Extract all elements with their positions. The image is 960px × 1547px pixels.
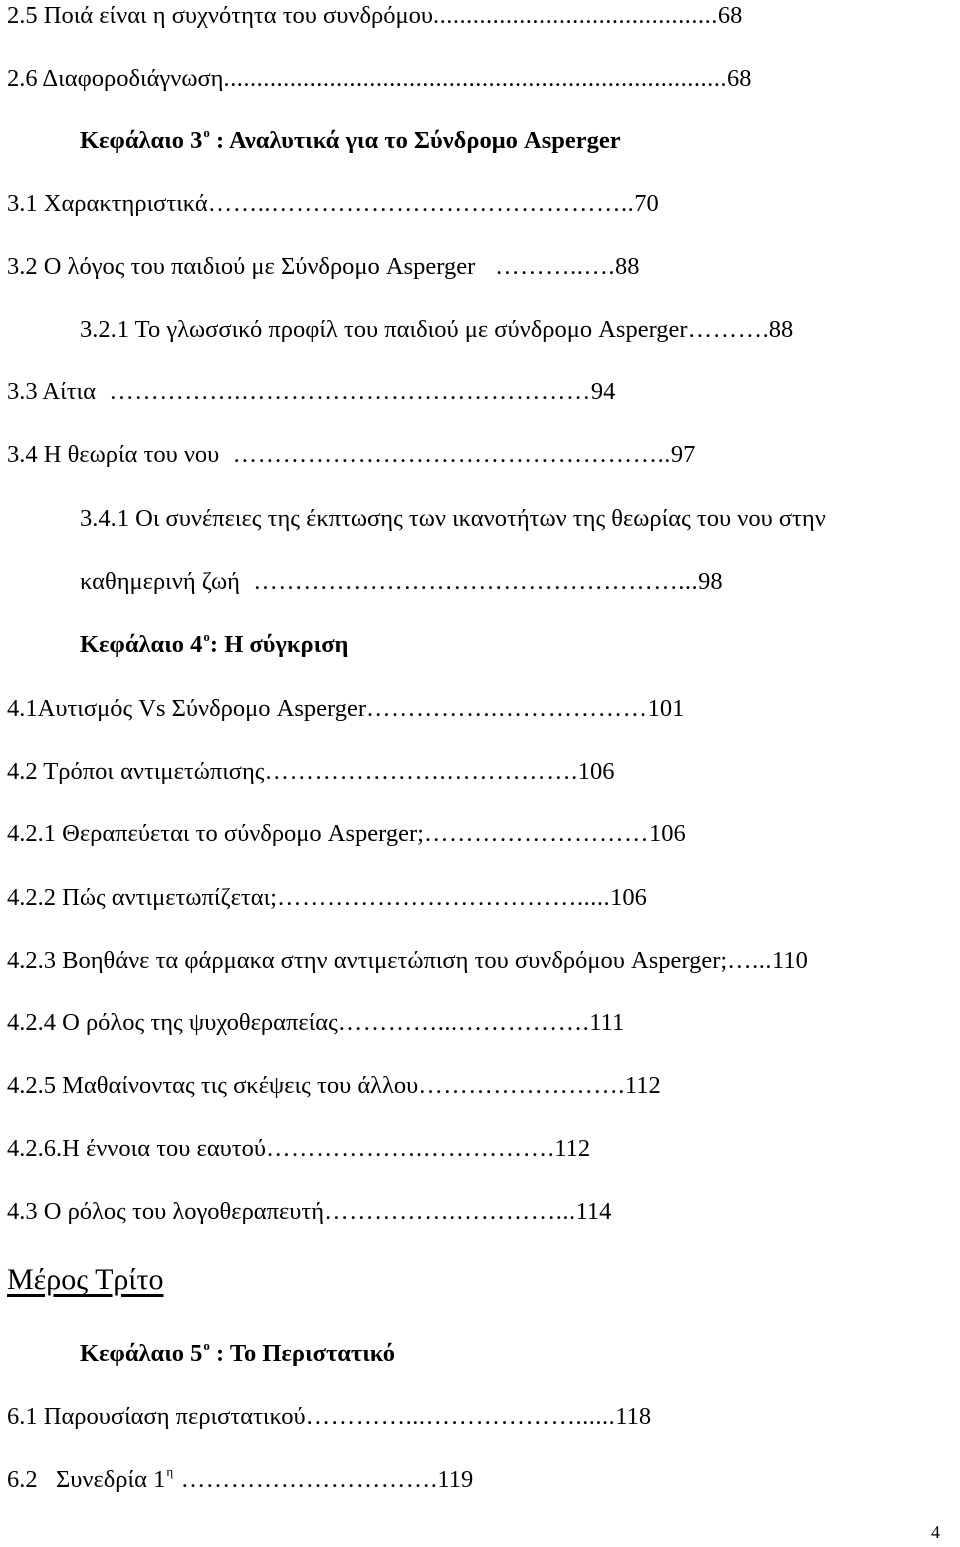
toc-entry-title: 3.4 Η θεωρία του νου bbox=[7, 441, 220, 468]
toc-entry-title: 4.3 Ο ρόλος του λογοθεραπευτή bbox=[7, 1198, 325, 1225]
chapter-heading-title: : Η σύγκριση bbox=[209, 631, 349, 658]
toc-entry-leader: …………….…………………………………… bbox=[95, 378, 591, 405]
chapter-heading bbox=[80, 126, 621, 159]
chapter-heading-sup: ο bbox=[203, 629, 210, 644]
toc-entry-page: 118 bbox=[615, 1403, 652, 1430]
toc-entry[interactable] bbox=[7, 1, 742, 31]
toc-entry-page: 101 bbox=[647, 695, 685, 722]
toc-entry-page: 114 bbox=[575, 1198, 612, 1225]
toc-entry-page: 106 bbox=[648, 820, 686, 847]
toc-entry-leader: …………………………. bbox=[174, 1466, 438, 1493]
toc-entry[interactable] bbox=[7, 1402, 651, 1432]
toc-entry-leader: …... bbox=[727, 947, 773, 974]
toc-entry[interactable] bbox=[7, 64, 751, 94]
toc-entry-title: 4.2.2 Πώς αντιμετωπίζεται; bbox=[7, 884, 277, 911]
toc-entry-page: 88 bbox=[615, 253, 640, 280]
toc-entry[interactable] bbox=[7, 757, 615, 787]
toc-entry[interactable] bbox=[7, 819, 686, 849]
toc-entry-leader: …………...……………. bbox=[337, 1009, 590, 1036]
toc-entry-page: .88 bbox=[762, 316, 794, 343]
toc-entry-title: 6.1 Παρουσίαση περιστατικού bbox=[7, 1403, 306, 1430]
chapter-heading-sup: ο bbox=[203, 1338, 210, 1353]
chapter-heading-prefix: Κεφάλαιο 4 bbox=[80, 631, 203, 658]
part-heading bbox=[7, 1262, 164, 1298]
part-heading-title: Μέρος Τρίτο bbox=[7, 1263, 164, 1296]
toc-entry-title: 3.2 Ο λόγος του παιδιού με Σύνδρομο Asperger bbox=[7, 253, 476, 280]
toc-entry-sup: η bbox=[166, 1464, 174, 1479]
toc-entry[interactable] bbox=[80, 504, 826, 534]
toc-entry-title: καθημερινή ζωή bbox=[80, 568, 240, 595]
toc-entry-leader: …………….…………... bbox=[324, 1198, 576, 1225]
toc-entry[interactable] bbox=[80, 315, 793, 345]
toc-entry-page: 97 bbox=[670, 441, 696, 468]
toc-entry-page: 112 bbox=[554, 1135, 591, 1162]
toc-entry[interactable] bbox=[7, 1197, 611, 1227]
toc-entry-leader: ............................................................................ bbox=[223, 65, 727, 92]
toc-entry-title: 2.5 Ποιά είναι η συχνότητα του συνδρόμου bbox=[7, 2, 433, 29]
page-number: 4 bbox=[931, 1522, 940, 1542]
toc-entry-leader: ……………………………………………... bbox=[239, 568, 699, 595]
toc-entry-title: 4.2.6.Η έννοια του εαυτού bbox=[7, 1135, 267, 1162]
toc-entry-title: 4.2.5 Μαθαίνοντας τις σκέψεις του άλλου bbox=[7, 1072, 419, 1099]
toc-entry-page: 98 bbox=[698, 568, 723, 595]
toc-entry-page: 68 bbox=[726, 65, 752, 92]
toc-entry-title: 3.2.1 Το γλωσσικό προφίλ του παιδιού με σύνδρομο Asperger bbox=[80, 316, 688, 343]
toc-entry-title: 6.2 Συνεδρία 1 bbox=[7, 1466, 166, 1493]
toc-entry-page: 70 bbox=[634, 190, 659, 217]
toc-entry[interactable] bbox=[7, 189, 659, 219]
chapter-heading-title: : Αναλυτικά για το Σύνδρομο Asperger bbox=[209, 127, 621, 154]
toc-entry-leader: ……………………… bbox=[423, 820, 649, 847]
toc-entry[interactable] bbox=[7, 946, 808, 976]
toc-entry-leader: ………………………………..... bbox=[277, 884, 611, 911]
toc-entry-leader: …………….……………… bbox=[366, 695, 648, 722]
toc-entry-page: 106 bbox=[610, 884, 647, 911]
toc-entry-title: 2.6 Διαφοροδιάγνωση bbox=[7, 65, 224, 92]
toc-entry[interactable] bbox=[7, 883, 647, 913]
toc-entry-title: 4.2.4 Ο ρόλος της ψυχοθεραπείας bbox=[7, 1009, 338, 1036]
toc-entry-title: 3.1 Χαρακτηριστικά bbox=[7, 190, 208, 217]
toc-entry[interactable] bbox=[7, 1134, 590, 1164]
toc-entry-title: 4.1Αυτισμός Vs Σύνδρομο Asperger bbox=[7, 695, 367, 722]
chapter-heading-prefix: Κεφάλαιο 5 bbox=[80, 1340, 203, 1367]
toc-entry-continuation[interactable] bbox=[80, 567, 723, 597]
toc-entry-leader: ……………….……………. bbox=[266, 1135, 555, 1162]
toc-entry[interactable] bbox=[7, 1465, 473, 1498]
toc-entry-page: 110 bbox=[772, 947, 808, 974]
toc-entry-leader: …………...………………...... bbox=[305, 1403, 616, 1430]
toc-entry[interactable] bbox=[7, 252, 640, 282]
toc-entry-leader: ………..…. bbox=[475, 253, 616, 280]
toc-entry-title: 4.2 Τρόποι αντιμετώπισης bbox=[7, 758, 265, 785]
toc-entry[interactable] bbox=[7, 694, 684, 724]
toc-entry-page: 68 bbox=[717, 2, 743, 29]
toc-entry-title: 4.2.3 Βοηθάνε τα φάρμακα στην αντιμετώπιση του συνδρόμου Asperger; bbox=[7, 947, 728, 974]
toc-entry-title: 3.4.1 Οι συνέπειες της έκπτωσης των ικανοτήτων της θεωρίας του νου στην bbox=[80, 505, 826, 532]
toc-entry-page: 111 bbox=[589, 1009, 625, 1036]
chapter-heading-sup: ο bbox=[203, 125, 210, 140]
toc-entry-leader: ……… bbox=[687, 316, 763, 343]
toc-entry-title: 3.3 Αίτια bbox=[7, 378, 96, 405]
toc-entry[interactable] bbox=[7, 1008, 624, 1038]
chapter-heading-title: : Το Περιστατικό bbox=[209, 1340, 395, 1367]
toc-entry[interactable] bbox=[7, 377, 615, 407]
toc-entry-page: 94 bbox=[590, 378, 616, 405]
toc-entry-leader: ……..…………………………………….. bbox=[207, 190, 635, 217]
toc-entry-leader: ………………….……………. bbox=[264, 758, 578, 785]
chapter-heading bbox=[80, 1339, 395, 1372]
toc-entry[interactable] bbox=[7, 1071, 661, 1101]
toc-entry-title: 4.2.1 Θεραπεύεται το σύνδρομο Asperger; bbox=[7, 820, 424, 847]
toc-entry-leader: ........................................... bbox=[433, 2, 718, 29]
toc-entry[interactable] bbox=[7, 440, 695, 470]
toc-entry-page: 119 bbox=[437, 1466, 474, 1493]
chapter-heading bbox=[80, 630, 348, 663]
chapter-heading-prefix: Κεφάλαιο 3 bbox=[80, 127, 203, 154]
toc-entry-page: 106 bbox=[577, 758, 615, 785]
toc-entry-leader: …………………………………………….. bbox=[219, 441, 671, 468]
toc-entry-page: 112 bbox=[624, 1072, 661, 1099]
toc-entry-leader: ……………………. bbox=[418, 1072, 625, 1099]
